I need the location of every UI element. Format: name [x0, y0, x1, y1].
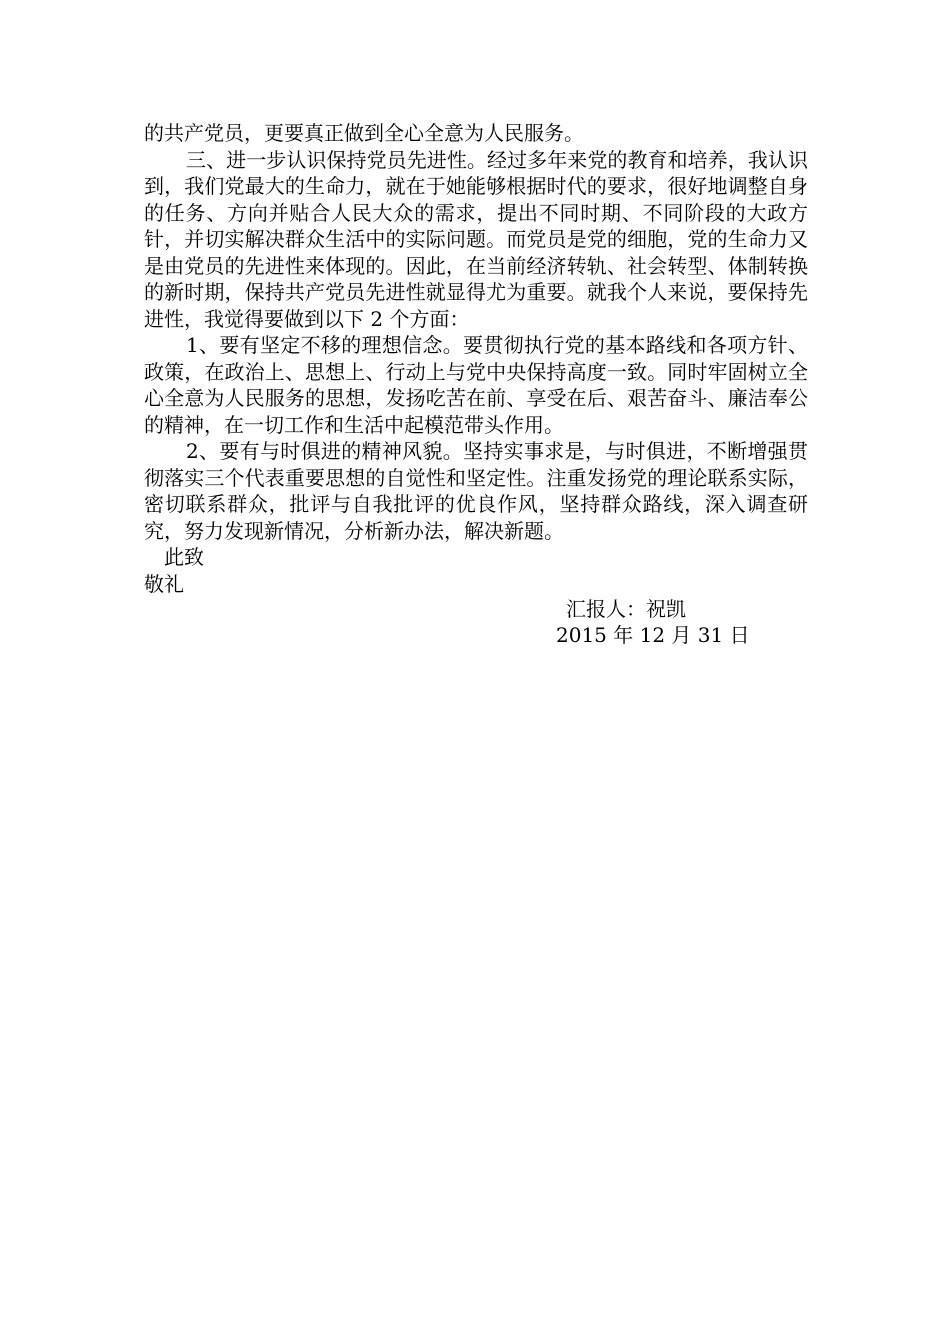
- document-body: [144, 120, 808, 597]
- closing-salute: 此致: [164, 545, 204, 569]
- paragraph-4: 2、要有与时俱进的精神风貌。坚持实事求是，与时俱进，不断增强贯彻落实三个代表重要思想的自觉性和坚定性。注重发扬党的理论联系实际，密切联系群众，批评与自我批评的优良作风，坚持群众路线，深入调查研究，努力发现新情况，分析新办法，解决新题。: [144, 439, 808, 543]
- signature: 汇报人：祝凯: [566, 597, 686, 621]
- closing-regards: 敬礼: [144, 571, 184, 596]
- paragraph-1: 的共产党员，更要真正做到全心全意为人民服务。: [144, 121, 584, 145]
- paragraph-2: 三、进一步认识保持党员先进性。经过多年来党的教育和培养，我认识到，我们党最大的生命力，就在于她能够根据时代的要求，很好地调整自身的任务、方向并贴合人民大众的需求，提出不同时期、不同阶段的大政方针，并切实解决群众生活中的实际问题。而党员是党的细胞，党的生命力又是由党员的先进性来体现的。因此，在当前经济转轨、社会转型、体制转换的新时期，保持共产党员先进性就显得尤为重要。就我个人来说，要保持先进性，我觉得要做到以下 2 个方面：: [144, 147, 808, 331]
- paragraph-3: 1、要有坚定不移的理想信念。要贯彻执行党的基本路线和各项方针、政策，在政治上、思想上、行动上与党中央保持高度一致。同时牢固树立全心全意为人民服务的思想，发扬吃苦在前、享受在后、艰苦奋斗、廉洁奉公的精神，在一切工作和生活中起模范带头作用。: [144, 333, 808, 437]
- signature-date: 2015 年 12 月 31 日: [556, 623, 750, 647]
